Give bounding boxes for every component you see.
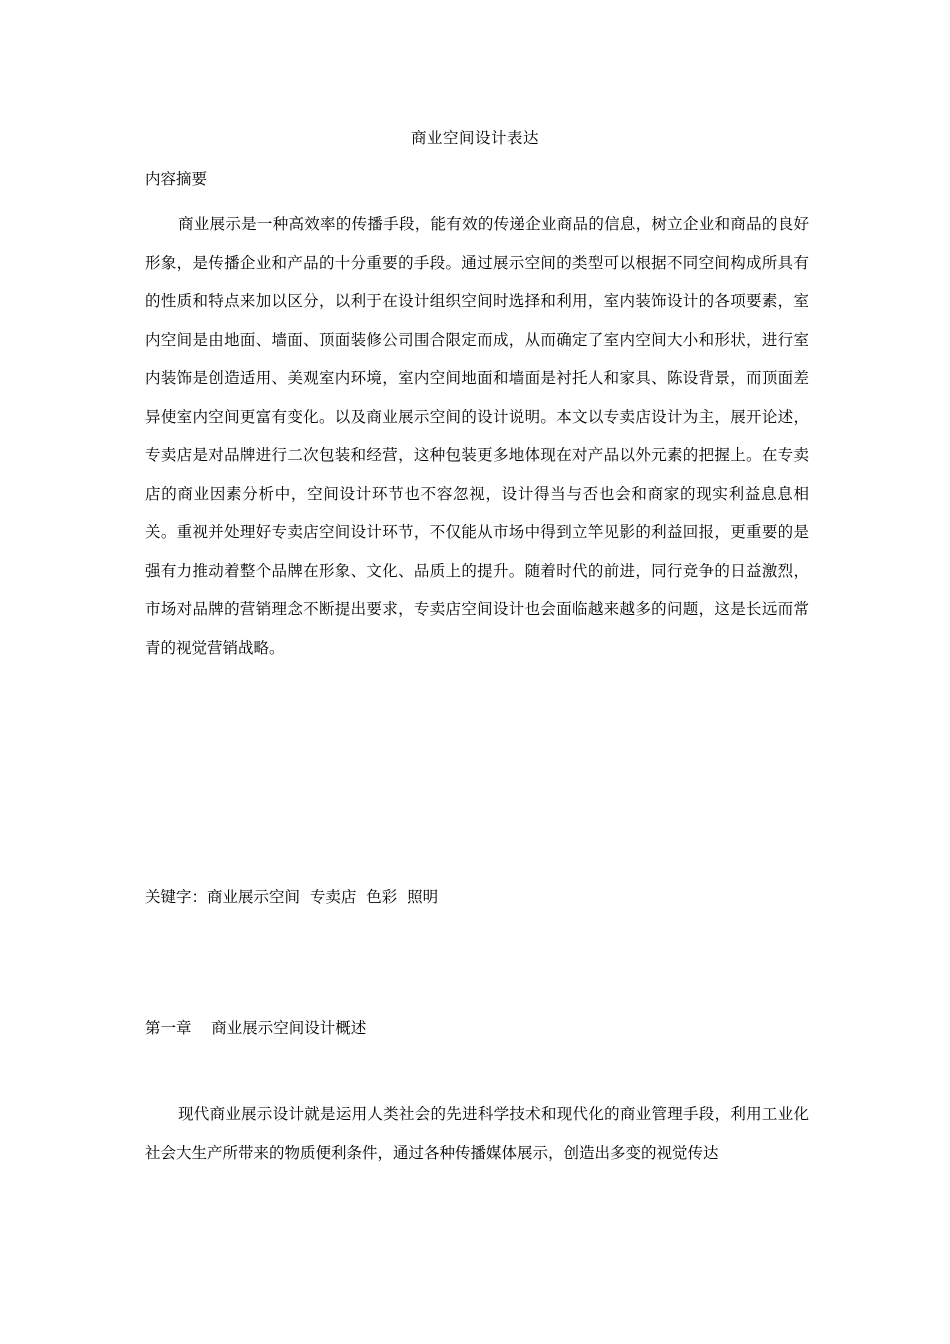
chapter-heading: 第一章 商业展示空间设计概述 (145, 1019, 367, 1037)
abstract-heading: 内容摘要 (145, 170, 208, 188)
keywords-line: 关键字：商业展示空间 专卖店 色彩 照明 (145, 888, 439, 906)
abstract-paragraph: 商业展示是一种高效率的传播手段，能有效的传递企业商品的信息，树立企业和商品的良好形象，是传播企业和产品的十分重要的手段。通过展示空间的类型可以根据不同空间构成所具有的性质和特点来加以区分，以利于在设计组织空间时选择和利用，室内装饰设计的各项要素，室内空间是由地面、墙面、顶面装修公司围合限定而成，从而确定了室内空间大小和形状，进行室内装饰是创造适用、美观室内环境，室内空间地面和墙面是衬托人和家具、陈设背景，而顶面差异使室内空间更富有变化。以及商业展示空间的设计说明。本文以专卖店设计为主，展开论述，专卖店是对品牌进行二次包装和经营，这种包装更多地体现在对产品以外元素的把握上。在专卖店的商业因素分析中，空间设计环节也不容忽视，设计得当与否也会和商家的现实利益息息相关。重视并处理好专卖店空间设计环节，不仅能从市场中得到立竿见影的利益回报，更重要的是强有力推动着整个品牌在形象、文化、品质上的提升。随着时代的前进，同行竞争的日益激烈，市场对品牌的营销理念不断提出要求，专卖店空间设计也会面临越来越多的问题，这是长远而常青的视觉营销战略。 (145, 215, 809, 657)
document-title: 商业空间设计表达 (410, 129, 539, 147)
chapter-paragraph: 现代商业展示设计就是运用人类社会的先进科学技术和现代化的商业管理手段，利用工业化社会大生产所带来的物质便利条件，通过各种传播媒体展示，创造出多变的视觉传达 (145, 1105, 809, 1162)
